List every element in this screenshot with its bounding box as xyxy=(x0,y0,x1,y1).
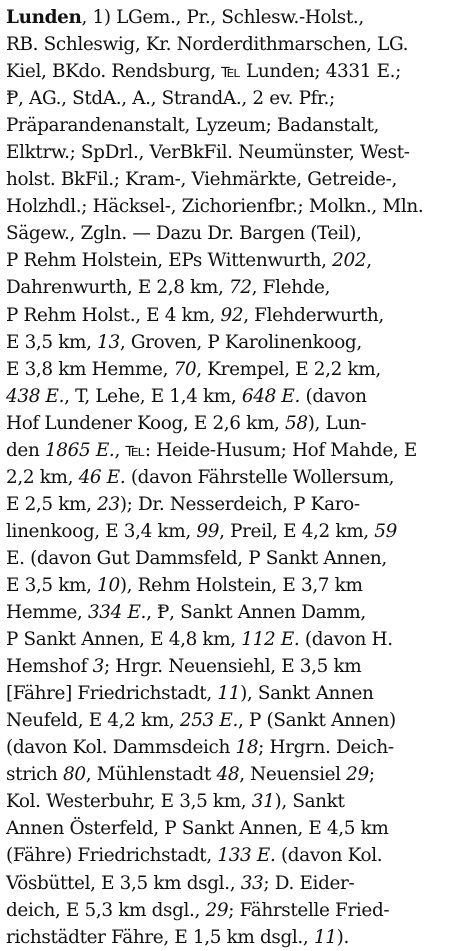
population-figure: 29 xyxy=(205,899,229,921)
population-figure: 133 E. xyxy=(217,845,276,867)
entry-text: Dahrenwurth, E 2,8 km, xyxy=(6,277,229,299)
population-figure: 334 E. xyxy=(87,602,147,624)
entry-text: ), Sankt Annen xyxy=(240,683,374,705)
entry-text: (davon Kol. Dammsdeich xyxy=(6,737,236,759)
entry-text: , Preil, E 4,2 km, xyxy=(219,520,375,542)
entry-line xyxy=(6,761,452,788)
entry-line xyxy=(6,85,452,112)
entry-line xyxy=(6,166,452,193)
entry-headword: Lunden xyxy=(6,7,82,28)
entry-line xyxy=(6,329,452,356)
entry-line xyxy=(6,383,452,410)
population-figure: 112 E. xyxy=(241,629,300,651)
entry-line xyxy=(6,464,452,491)
entry-text: den xyxy=(6,439,45,461)
population-figure: 648 E. xyxy=(241,385,300,407)
entry-text: Elktrw.; SpDrl., VerBkFil. Neumünster, West- xyxy=(6,142,410,164)
entry-text: Sägew., Zgln. — Dazu Dr. Bargen (Teil), xyxy=(6,223,362,245)
entry-text: , P (Sankt Annen) xyxy=(237,710,396,732)
entry-text: , Mühlenstadt xyxy=(85,764,217,786)
entry-text: E 3,8 km Hemme, xyxy=(6,358,174,380)
entry-text: [Fähre] Friedrichstadt, xyxy=(6,683,218,705)
entry-line xyxy=(6,274,452,301)
entry-text: Hemshof xyxy=(6,656,93,678)
entry-line xyxy=(6,518,452,545)
entry-line xyxy=(6,897,452,924)
entry-line xyxy=(6,842,452,869)
entry-text: ; D. Eider- xyxy=(263,872,355,894)
population-figure: 92 xyxy=(220,304,244,326)
entry-text: , ℡: Heide-Husum; Hof Mahde, E xyxy=(114,439,417,461)
population-figure: 438 E. xyxy=(6,385,65,407)
entry-line xyxy=(6,815,452,842)
entry-text: , Neuensiel xyxy=(239,764,347,786)
entry-line xyxy=(6,302,452,329)
entry-line xyxy=(6,139,452,166)
entry-line xyxy=(6,870,452,897)
entry-line xyxy=(6,437,452,464)
population-figure: 10 xyxy=(97,574,120,596)
population-figure: 202 xyxy=(332,250,367,272)
population-figure: 80 xyxy=(63,764,86,786)
population-figure: 33 xyxy=(240,872,264,894)
entry-line xyxy=(6,491,452,518)
entry-text: P Rehm Holstein, EPs Wittenwurth, xyxy=(6,250,333,272)
entry-text: (davon H. xyxy=(299,629,393,651)
entry-text: (davon Fährstelle Wollersum, xyxy=(125,466,395,488)
entry-text: Kiel, BKdo. Rendsburg, ℡ Lunden; 4331 E.; xyxy=(6,61,402,83)
entry-text: E 3,5 km, xyxy=(6,574,98,596)
entry-text: strich xyxy=(6,764,64,786)
entry-line xyxy=(6,193,452,220)
entry-line xyxy=(6,924,452,951)
entry-text: ); Dr. Nesserdeich, P Karo- xyxy=(119,493,360,515)
entry-text: ; xyxy=(368,764,375,786)
entry-text: (davon Kol. xyxy=(275,845,383,867)
entry-line xyxy=(6,356,452,383)
population-figure: 31 xyxy=(251,791,275,813)
entry-text: ; Fährstelle Fried- xyxy=(228,899,390,921)
entry-text: ). xyxy=(336,926,349,948)
entry-text: ; Hrgrn. Deich- xyxy=(258,737,394,759)
population-figure: 72 xyxy=(228,277,252,299)
population-figure: 18 xyxy=(235,737,259,759)
entry-line xyxy=(6,410,452,437)
population-figure: 1865 E. xyxy=(44,439,115,461)
entry-text: ; Hrgr. Neuensiehl, E 3,5 km xyxy=(103,656,362,678)
entry-text: Hof Lundener Koog, E 2,6 km, xyxy=(6,412,286,434)
entry-text: RB. Schleswig, Kr. Norderdithmarschen, LG. xyxy=(6,34,409,56)
population-figure: 46 E. xyxy=(78,466,126,488)
population-figure: 253 E. xyxy=(179,710,238,732)
entry-text: (Fähre) Friedrichstadt, xyxy=(6,845,218,867)
population-figure: 11 xyxy=(313,926,337,948)
entry-text: richstädter Fähre, E 1,5 km dsgl., xyxy=(6,926,314,948)
entry-text: , Flehderwurth, xyxy=(243,304,384,326)
entry-text: ), Lun- xyxy=(307,412,367,434)
entry-text: , Flehde, xyxy=(251,277,331,299)
entry-line xyxy=(6,112,452,139)
entry-text: linenkoog, E 3,4 km, xyxy=(6,520,197,542)
entry-text: P Sankt Annen, E 4,8 km, xyxy=(6,629,242,651)
entry-line xyxy=(6,653,452,680)
entry-text: P Rehm Holst., E 4 km, xyxy=(6,304,221,326)
entry-text: Präparandenanstalt, Lyzeum; Badanstalt, xyxy=(6,115,380,137)
entry-text: holst. BkFil.; Kram-, Viehmärkte, Getreide-, xyxy=(6,169,397,191)
entry-text: , Krempel, E 2,2 km, xyxy=(196,358,381,380)
entry-line xyxy=(6,58,452,85)
entry-text: ), Sankt xyxy=(274,791,345,813)
population-figure: 70 xyxy=(173,358,197,380)
entry-line xyxy=(6,4,452,31)
entry-text: (davon xyxy=(300,385,367,407)
entry-line xyxy=(6,247,452,274)
entry-line xyxy=(6,545,452,572)
population-figure: 11 xyxy=(217,683,241,705)
entry-text: Holzhdl.; Häcksel-, Zichorienfbr.; Molkn., Mln. xyxy=(6,196,424,218)
population-figure: 58 xyxy=(285,412,308,434)
entry-text: deich, E 5,3 km dsgl., xyxy=(6,899,206,921)
entry-text: ), Rehm Holstein, E 3,7 km xyxy=(119,574,363,596)
entry-text: , xyxy=(366,250,372,272)
entry-line xyxy=(6,680,452,707)
population-figure: 3 xyxy=(92,656,104,678)
entry-text: Neufeld, E 4,2 km, xyxy=(6,710,180,732)
entry-text: , T, Lehe, E 1,4 km, xyxy=(64,385,242,407)
population-figure: 48 xyxy=(216,764,240,786)
entry-text: E. (davon Gut Dammsfeld, P Sankt Annen, xyxy=(6,547,387,569)
entry-line xyxy=(6,599,452,626)
entry-line xyxy=(6,788,452,815)
entry-text: Hemme, xyxy=(6,602,88,624)
population-figure: 29 xyxy=(346,764,369,786)
entry-text: E 3,5 km, xyxy=(6,331,98,353)
population-figure: 99 xyxy=(196,520,220,542)
entry-text: Annen Österfeld, P Sankt Annen, E 4,5 km xyxy=(6,818,389,840)
entry-line xyxy=(6,572,452,599)
entry-text: Ᵽ, AG., StdA., A., StrandA., 2 ev. Pfr.; xyxy=(6,88,335,110)
entry-line xyxy=(6,707,452,734)
entry-line xyxy=(6,626,452,653)
entry-text: Kol. Westerbuhr, E 3,5 km, xyxy=(6,791,252,813)
population-figure: 59 xyxy=(374,520,397,542)
population-figure: 23 xyxy=(97,493,120,515)
entry-line xyxy=(6,220,452,247)
entry-text: , 1) LGem., Pr., Schlesw.-Holst., xyxy=(81,7,364,28)
entry-text: E 2,5 km, xyxy=(6,493,98,515)
entry-line xyxy=(6,31,452,58)
entry-line xyxy=(6,734,452,761)
entry-text: 2,2 km, xyxy=(6,466,79,488)
entry-text: , Ᵽ, Sankt Annen Damm, xyxy=(146,602,366,624)
entry-text: Vösbüttel, E 3,5 km dsgl., xyxy=(6,872,241,894)
entry-text: , Groven, P Karolinenkoog, xyxy=(119,331,362,353)
population-figure: 13 xyxy=(97,331,120,353)
